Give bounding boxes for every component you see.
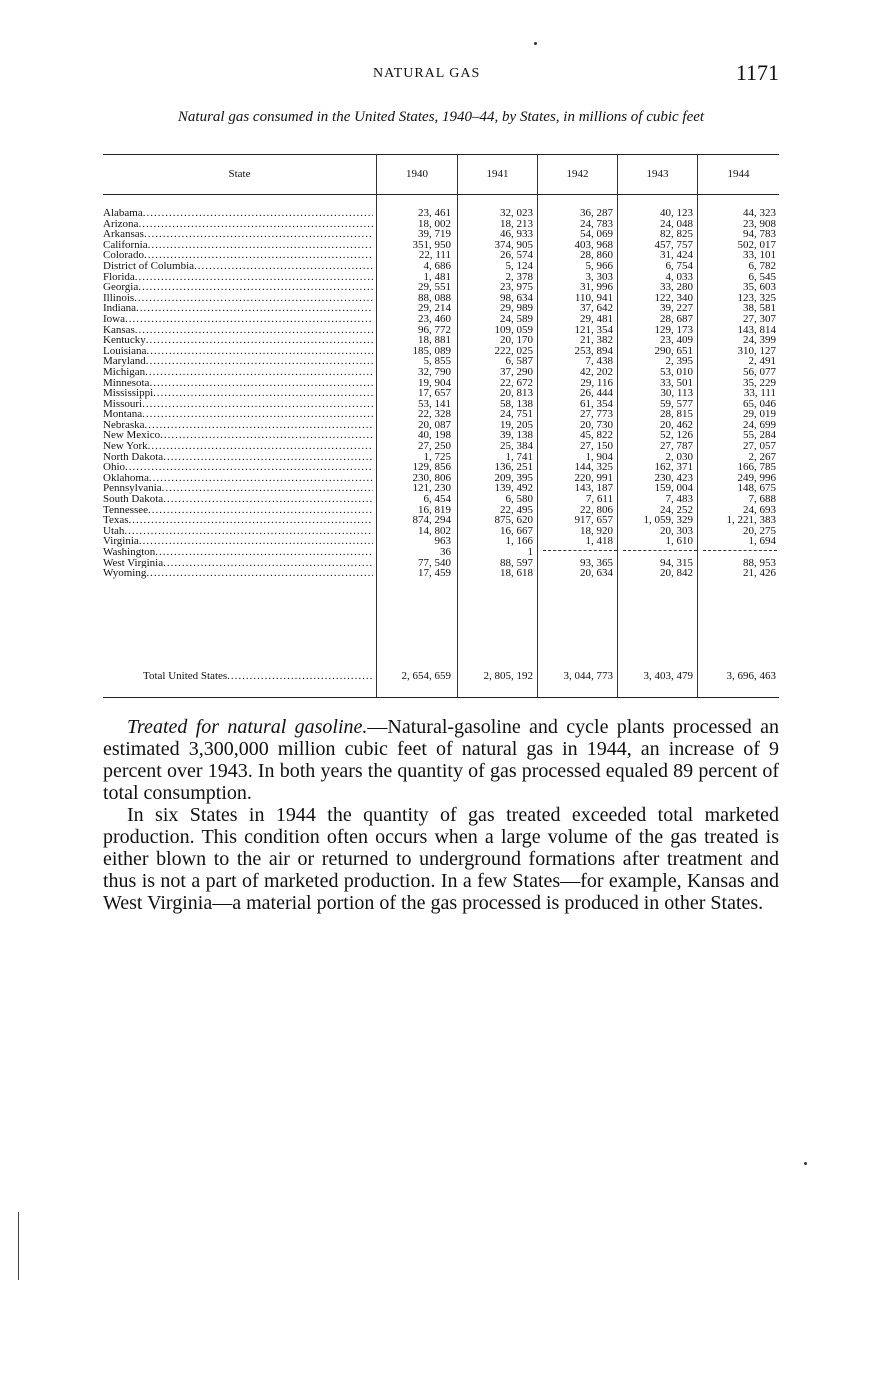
table-cell: 18, 213 (500, 217, 533, 230)
table-cell: 29, 989 (500, 302, 533, 315)
table-row (103, 568, 779, 579)
table-cell: 26, 444 (580, 387, 613, 400)
table-cell: 374, 905 (494, 238, 533, 251)
paragraph-text: —Natural-gasoline and cycle plants processed an estimated 3,300,000 million cubic feet of natural gas in 1944, an increase of 9 percent over 1943. In both years the quantity of gas processed equaled 89 percent of total consumption. (103, 716, 779, 804)
table-cell: 23, 460 (418, 312, 451, 325)
state-name: Oklahoma ..... (103, 473, 373, 484)
table-cell: 220, 991 (574, 471, 613, 484)
table-cell: 33, 280 (660, 281, 693, 294)
table-cell: 110, 941 (574, 291, 613, 304)
column-header-state: State (228, 168, 251, 180)
table-cell: 24, 751 (500, 408, 533, 421)
table-cell: 40, 198 (418, 429, 451, 442)
table-cell: 45, 822 (580, 429, 613, 442)
table-cell: 1, 221, 383 (726, 514, 776, 527)
table-cell: 24, 693 (743, 503, 776, 516)
table-cell: 2, 267 (748, 450, 776, 463)
table-bottom-rule (103, 697, 779, 698)
empty-cell-dash (703, 550, 777, 551)
table-cell: 27, 150 (580, 440, 613, 453)
table-cell: 874, 294 (412, 514, 451, 527)
table-caption: Natural gas consumed in the United States, 1940–44, by States, in millions of cubic feet (177, 109, 705, 125)
table-cell: 22, 328 (418, 408, 451, 421)
total-cell-1940: 2, 654, 659 (401, 670, 451, 682)
table-cell: 29, 481 (580, 312, 613, 325)
table-cell: 61, 354 (580, 397, 613, 410)
table-cell: 28, 815 (660, 408, 693, 421)
table-cell: 24, 699 (743, 418, 776, 431)
state-name: Louisiana ..... (103, 346, 373, 357)
running-head: NATURAL GAS (373, 66, 481, 81)
column-header-1944: 1944 (727, 168, 750, 180)
table-cell: 93, 365 (580, 556, 613, 569)
table-cell: 24, 252 (660, 503, 693, 516)
table-cell: 88, 088 (418, 291, 451, 304)
table-cell: 129, 173 (654, 323, 693, 336)
table-cell: 230, 806 (412, 471, 451, 484)
table-cell: 4, 686 (423, 259, 451, 272)
table-cell: 109, 059 (494, 323, 533, 336)
table-cell: 77, 540 (418, 556, 451, 569)
table-cell: 21, 382 (580, 334, 613, 347)
table-cell: 39, 138 (500, 429, 533, 442)
table-cell: 36, 287 (580, 207, 613, 219)
table-cell: 457, 757 (654, 238, 693, 251)
table-cell: 1 (527, 546, 533, 558)
page-number: 1171 (735, 60, 779, 85)
table-cell: 24, 399 (743, 334, 776, 347)
total-cell-1943: 3, 403, 479 (643, 670, 693, 682)
table-cell: 143, 814 (737, 323, 776, 336)
state-name: Florida ..... (103, 272, 373, 283)
table-cell: 249, 996 (737, 471, 776, 484)
table-cell: 6, 454 (423, 493, 451, 506)
table-cell: 58, 138 (500, 397, 533, 410)
state-name: Nebraska ..... (103, 420, 373, 431)
table-cell: 23, 908 (743, 217, 776, 230)
paragraph (103, 804, 779, 914)
table-cell: 23, 409 (660, 334, 693, 347)
table-cell: 122, 340 (654, 291, 693, 304)
table-cell: 46, 933 (500, 228, 533, 241)
table-cell: 38, 581 (743, 302, 776, 315)
paragraph-lead: Treated for natural gasoline. (127, 716, 368, 738)
table-cell: 7, 438 (585, 355, 613, 368)
table-cell: 2, 378 (505, 270, 533, 283)
state-name: Minnesota ..... (103, 378, 373, 389)
state-name: Pennsylvania ..... (103, 483, 373, 494)
table-cell: 53, 010 (660, 365, 693, 378)
table-cell: 20, 842 (660, 567, 693, 580)
table-row (103, 261, 779, 272)
state-name: Iowa ..... (103, 314, 373, 325)
table-total-row (103, 670, 779, 682)
state-name: New Mexico ..... (103, 430, 373, 441)
table-cell: 25, 384 (500, 440, 533, 453)
table-cell: 27, 250 (418, 440, 451, 453)
table-cell: 20, 303 (660, 524, 693, 537)
table-cell: 159, 004 (654, 482, 693, 495)
table-cell: 20, 170 (500, 334, 533, 347)
table-cell: 98, 634 (500, 291, 533, 304)
table-cell: 17, 459 (418, 567, 451, 580)
state-name: West Virginia ..... (103, 558, 373, 569)
table-cell: 1, 725 (423, 450, 451, 463)
state-name: Michigan ..... (103, 367, 373, 378)
state-name: Kansas ..... (103, 325, 373, 336)
table-cell: 5, 124 (505, 259, 533, 272)
table-cell: 351, 950 (412, 238, 451, 251)
table-cell: 27, 787 (660, 440, 693, 453)
table-cell: 16, 819 (418, 503, 451, 516)
state-name: Virginia ..... (103, 536, 373, 547)
total-cell-1941: 2, 805, 192 (483, 670, 533, 682)
table-cell: 37, 642 (580, 302, 613, 315)
table-cell: 94, 783 (743, 228, 776, 241)
table-cell: 22, 495 (500, 503, 533, 516)
table-cell: 59, 577 (660, 397, 693, 410)
table-cell: 18, 002 (418, 217, 451, 230)
table-cell: 20, 087 (418, 418, 451, 431)
table-cell: 20, 634 (580, 567, 613, 580)
state-name: Montana ..... (103, 409, 373, 420)
table-cell: 24, 048 (660, 217, 693, 230)
state-name: North Dakota ..... (103, 452, 373, 463)
table-cell: 26, 574 (500, 249, 533, 262)
column-header-1941: 1941 (486, 168, 509, 180)
table-cell: 21, 426 (743, 567, 776, 580)
state-name: Illinois ..... (103, 293, 373, 304)
page-header (103, 62, 779, 90)
table-cell: 31, 424 (660, 249, 693, 262)
table-cell: 39, 719 (418, 228, 451, 241)
table-cell: 2, 491 (748, 355, 776, 368)
state-name: Georgia ..... (103, 282, 373, 293)
table-cell: 5, 966 (585, 259, 613, 272)
table-cell: 22, 806 (580, 503, 613, 516)
table-cell: 33, 501 (660, 376, 693, 389)
table-cell: 1, 059, 329 (643, 514, 693, 527)
table-row (103, 367, 779, 378)
table-cell: 17, 657 (418, 387, 451, 400)
table-cell: 6, 545 (748, 270, 776, 283)
state-name: Indiana ..... (103, 303, 373, 314)
table-cell: 29, 214 (418, 302, 451, 315)
state-name: Missouri ..... (103, 399, 373, 410)
table-header-rule (103, 194, 779, 195)
table-cell: 230, 423 (654, 471, 693, 484)
state-name: Mississippi ..... (103, 388, 373, 399)
table-body (103, 208, 779, 579)
table-cell: 7, 611 (585, 493, 613, 506)
table-cell: 222, 025 (494, 344, 533, 357)
table-cell: 185, 089 (412, 344, 451, 357)
table-cell: 963 (434, 535, 451, 548)
table-cell: 82, 825 (660, 228, 693, 241)
table-cell: 32, 023 (500, 207, 533, 219)
table-cell: 88, 597 (500, 556, 533, 569)
table-cell: 136, 251 (494, 461, 533, 474)
state-name: District of Columbia ..... (103, 261, 373, 272)
state-name: Washington ..... (103, 547, 373, 558)
table-cell: 19, 904 (418, 376, 451, 389)
table-cell: 403, 968 (574, 238, 613, 251)
state-name: Arkansas ..... (103, 229, 373, 240)
total-cell-1944: 3, 696, 463 (726, 670, 776, 682)
table-cell: 1, 904 (585, 450, 613, 463)
table-cell: 1, 481 (423, 270, 451, 283)
table-cell: 28, 687 (660, 312, 693, 325)
total-cell-1942: 3, 044, 773 (563, 670, 613, 682)
table-cell: 18, 618 (500, 567, 533, 580)
table-cell: 310, 127 (737, 344, 776, 357)
total-label: Total United States ..... (143, 670, 373, 682)
table-cell: 28, 860 (580, 249, 613, 262)
table-cell: 37, 290 (500, 365, 533, 378)
scan-margin-line (18, 1212, 19, 1280)
scan-speck (804, 1162, 807, 1165)
table-cell: 44, 323 (743, 207, 776, 219)
table-cell: 33, 101 (743, 249, 776, 262)
table-cell: 7, 483 (665, 493, 693, 506)
table-cell: 96, 772 (418, 323, 451, 336)
state-name: South Dakota ..... (103, 494, 373, 505)
table-cell: 6, 587 (505, 355, 533, 368)
scan-speck (534, 42, 537, 45)
table-cell: 27, 057 (743, 440, 776, 453)
table-cell: 1, 610 (665, 535, 693, 548)
table-cell: 33, 111 (743, 387, 776, 400)
table-cell: 253, 894 (574, 344, 613, 357)
table-cell: 39, 227 (660, 302, 693, 315)
table-cell: 7, 688 (748, 493, 776, 506)
table-cell: 18, 920 (580, 524, 613, 537)
table-cell: 290, 651 (654, 344, 693, 357)
table-cell: 27, 773 (580, 408, 613, 421)
table-cell: 1, 694 (748, 535, 776, 548)
table-cell: 32, 790 (418, 365, 451, 378)
consumption-table (103, 154, 779, 698)
table-cell: 123, 325 (737, 291, 776, 304)
table-cell: 35, 229 (743, 376, 776, 389)
table-cell: 917, 657 (574, 514, 613, 527)
table-cell: 88, 953 (743, 556, 776, 569)
table-cell: 16, 667 (500, 524, 533, 537)
table-cell: 18, 881 (418, 334, 451, 347)
table-cell: 29, 116 (580, 376, 613, 389)
state-name: Alabama ..... (103, 208, 373, 219)
state-name: Tennessee ..... (103, 505, 373, 516)
paragraph-text: In six States in 1944 the quantity of gas treated exceeded total marketed production. This condition often occurs when a large volume of the gas treated is either blown to the air or returned to underground formations after treatment and thus is not a part of marketed production. In a few States—for example, Kansas and West Virginia—a material portion of the gas processed is produced in other States. (103, 804, 779, 914)
table-cell: 6, 754 (665, 259, 693, 272)
table-cell: 24, 589 (500, 312, 533, 325)
table-cell: 1, 418 (585, 535, 613, 548)
table-cell: 40, 123 (660, 207, 693, 219)
table-cell: 24, 783 (580, 217, 613, 230)
table-cell: 162, 371 (654, 461, 693, 474)
table-top-rule (103, 154, 779, 155)
table-cell: 42, 202 (580, 365, 613, 378)
table-cell: 5, 855 (423, 355, 451, 368)
table-cell: 166, 785 (737, 461, 776, 474)
table-cell: 875, 620 (494, 514, 533, 527)
empty-cell-dash (623, 550, 697, 551)
state-name: Kentucky ..... (103, 335, 373, 346)
table-row (103, 547, 779, 558)
state-name: Ohio ..... (103, 462, 373, 473)
table-cell: 29, 551 (418, 281, 451, 294)
table-cell: 20, 730 (580, 418, 613, 431)
table-cell: 14, 802 (418, 524, 451, 537)
table-cell: 31, 996 (580, 281, 613, 294)
table-cell: 502, 017 (737, 238, 776, 251)
table-cell: 20, 275 (743, 524, 776, 537)
table-cell: 53, 141 (418, 397, 451, 410)
table-cell: 27, 307 (743, 312, 776, 325)
column-header-1940: 1940 (406, 168, 428, 180)
table-cell: 35, 603 (743, 281, 776, 294)
body-text (103, 716, 779, 914)
table-cell: 209, 395 (494, 471, 533, 484)
table-cell: 6, 782 (748, 259, 776, 272)
table-cell: 22, 111 (418, 249, 451, 262)
table-cell: 94, 315 (660, 556, 693, 569)
table-cell: 36 (440, 546, 451, 558)
table-cell: 23, 975 (500, 281, 533, 294)
table-cell: 20, 813 (500, 387, 533, 400)
table-row (103, 208, 779, 219)
state-name: Wyoming ..... (103, 568, 373, 579)
table-cell: 23, 461 (418, 207, 451, 219)
table-cell: 65, 046 (743, 397, 776, 410)
table-cell: 1, 741 (505, 450, 533, 463)
state-name: Colorado ..... (103, 250, 373, 261)
table-cell: 56, 077 (743, 365, 776, 378)
state-name: Maryland ..... (103, 356, 373, 367)
table-cell: 54, 069 (580, 228, 613, 241)
table-cell: 148, 675 (737, 482, 776, 495)
state-name: Utah ..... (103, 526, 373, 537)
table-cell: 29, 019 (743, 408, 776, 421)
table-cell: 3, 303 (585, 270, 613, 283)
table-cell: 22, 672 (500, 376, 533, 389)
table-row (103, 314, 779, 325)
table-cell: 30, 113 (660, 387, 693, 400)
column-header-1943: 1943 (646, 168, 669, 180)
table-cell: 55, 284 (743, 429, 776, 442)
table-cell: 143, 187 (574, 482, 613, 495)
table-cell: 121, 230 (412, 482, 451, 495)
table-cell: 6, 580 (505, 493, 533, 506)
table-cell: 19, 205 (500, 418, 533, 431)
table-cell: 4, 033 (665, 270, 693, 283)
table-cell: 2, 395 (665, 355, 693, 368)
table-cell: 52, 126 (660, 429, 693, 442)
state-name: Texas ..... (103, 515, 373, 526)
state-name: New York ..... (103, 441, 373, 452)
table-cell: 2, 030 (665, 450, 693, 463)
table-cell: 144, 325 (574, 461, 613, 474)
table-cell: 20, 462 (660, 418, 693, 431)
empty-cell-dash (543, 550, 617, 551)
column-header-1942: 1942 (566, 168, 589, 180)
table-cell: 129, 856 (412, 461, 451, 474)
state-name: California ..... (103, 240, 373, 251)
table-cell: 1, 166 (505, 535, 533, 548)
state-name: Arizona ..... (103, 219, 373, 230)
table-cell: 139, 492 (494, 482, 533, 495)
table-cell: 121, 354 (574, 323, 613, 336)
paragraph (103, 716, 779, 804)
